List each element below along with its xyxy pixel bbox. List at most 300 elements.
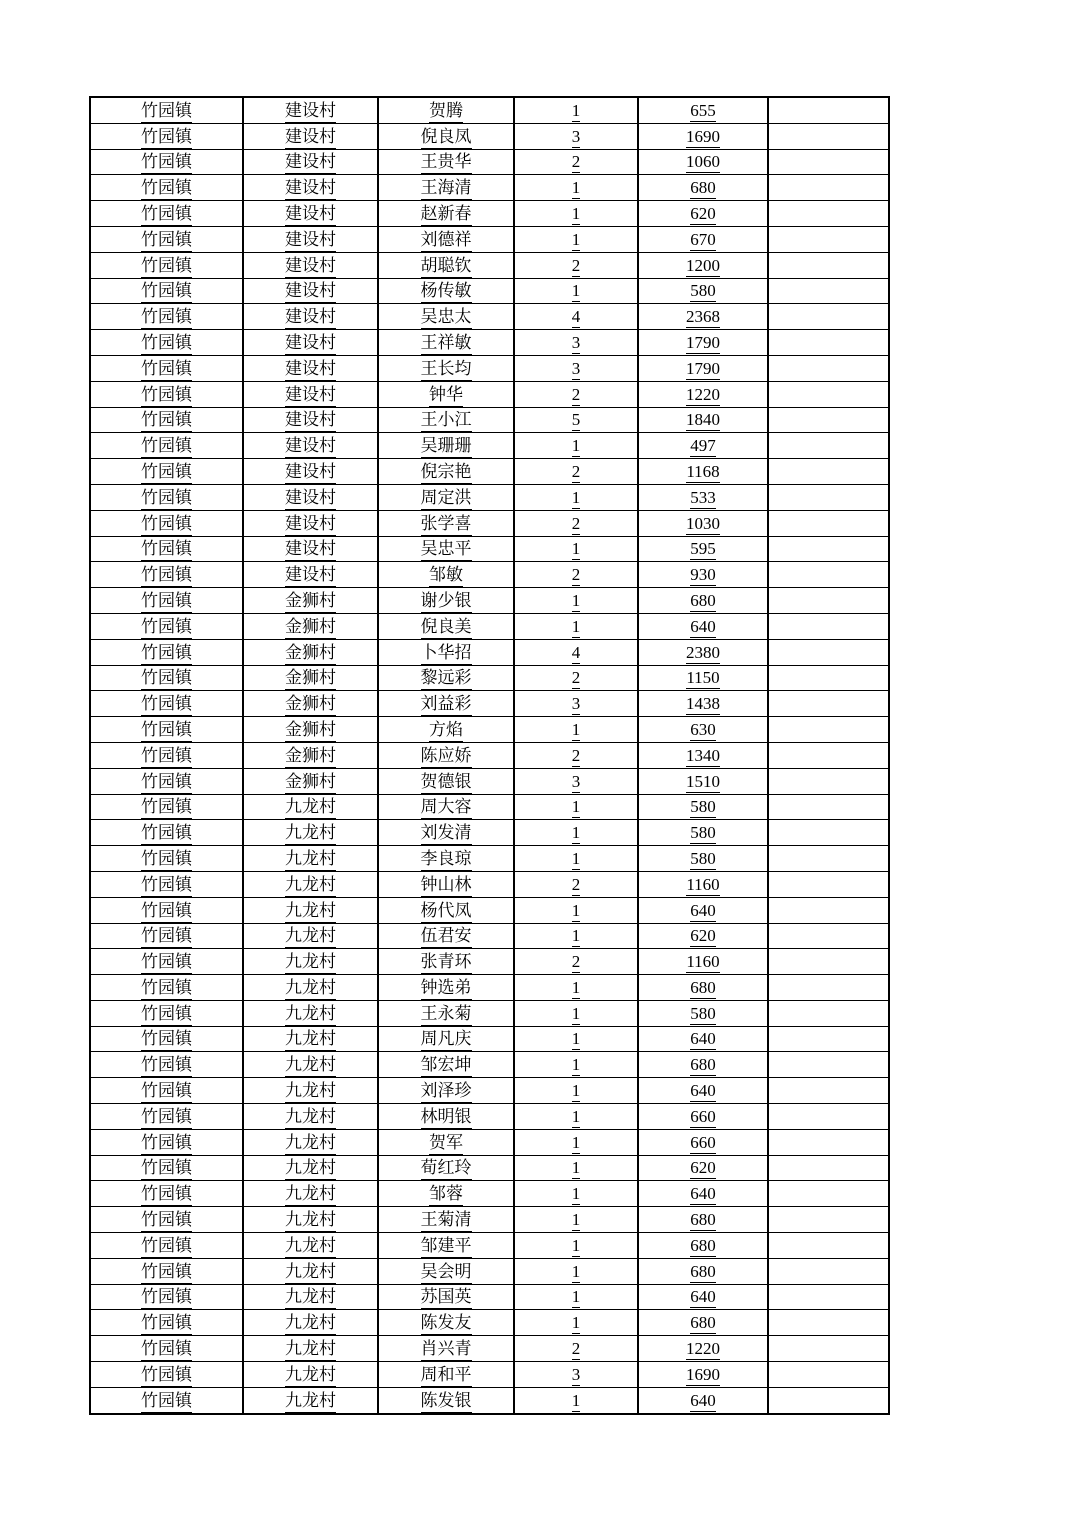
cell-count — [514, 562, 638, 588]
cell-note — [768, 794, 889, 820]
cell-count-text: 2 — [571, 461, 581, 481]
cell-note — [768, 1258, 889, 1284]
cell-town — [90, 639, 243, 665]
cell-name-text: 伍君安 — [420, 926, 472, 947]
cell-note — [768, 975, 889, 1001]
cell-amount — [638, 304, 768, 330]
cell-name — [378, 381, 514, 407]
cell-count — [514, 433, 638, 459]
cell-town-text: 竹园镇 — [141, 436, 192, 457]
cell-note — [768, 1207, 889, 1233]
cell-name — [378, 742, 514, 768]
cell-note — [768, 304, 889, 330]
cell-name-text: 杨代凤 — [420, 900, 472, 921]
cell-count-text: 1 — [571, 616, 581, 636]
table-row — [90, 278, 889, 304]
cell-name — [378, 149, 514, 175]
cell-amount — [638, 1336, 768, 1362]
cell-count-text: 1 — [571, 1081, 581, 1101]
cell-town — [90, 510, 243, 536]
cell-village-text: 九龙村 — [285, 1364, 336, 1385]
cell-name-text: 王小江 — [420, 410, 472, 431]
cell-village-text: 九龙村 — [285, 900, 336, 921]
cell-count-text: 1 — [571, 719, 581, 739]
cell-amount — [638, 459, 768, 485]
cell-town-text: 竹园镇 — [141, 229, 192, 250]
table-row — [90, 1207, 889, 1233]
cell-village-text: 九龙村 — [285, 1184, 336, 1205]
cell-village — [243, 149, 378, 175]
cell-village-text: 金狮村 — [285, 590, 336, 611]
cell-name-text: 王贵华 — [420, 152, 472, 173]
table-row — [90, 510, 889, 536]
cell-village-text: 九龙村 — [285, 1339, 336, 1360]
cell-name-text: 吴忠太 — [420, 307, 472, 328]
cell-town — [90, 768, 243, 794]
cell-amount-text: 655 — [690, 100, 716, 120]
table-row — [90, 871, 889, 897]
cell-note — [768, 1362, 889, 1388]
cell-name-text: 刘发清 — [420, 823, 472, 844]
cell-name-text: 倪宗艳 — [420, 461, 472, 482]
cell-amount — [638, 768, 768, 794]
table-row — [90, 1181, 889, 1207]
cell-town — [90, 484, 243, 510]
cell-name-text: 钟山林 — [420, 874, 472, 895]
table-row — [90, 201, 889, 227]
cell-town-text: 竹园镇 — [141, 513, 192, 534]
cell-amount-text: 680 — [690, 977, 716, 997]
cell-count-text: 1 — [571, 1003, 581, 1023]
cell-village — [243, 407, 378, 433]
cell-count — [514, 923, 638, 949]
table-row — [90, 949, 889, 975]
cell-count-text: 1 — [571, 1132, 581, 1152]
cell-name — [378, 1207, 514, 1233]
cell-count — [514, 897, 638, 923]
table-row — [90, 1155, 889, 1181]
cell-amount — [638, 1181, 768, 1207]
cell-village — [243, 252, 378, 278]
cell-village — [243, 949, 378, 975]
cell-village — [243, 1078, 378, 1104]
cell-count-text: 3 — [571, 771, 581, 791]
cell-amount-text: 580 — [690, 797, 716, 817]
cell-name-text: 胡聪钦 — [420, 255, 472, 276]
cell-count — [514, 1387, 638, 1413]
cell-village — [243, 304, 378, 330]
cell-town — [90, 820, 243, 846]
cell-town — [90, 459, 243, 485]
cell-village — [243, 226, 378, 252]
cell-amount — [638, 794, 768, 820]
cell-count-text: 1 — [571, 436, 581, 456]
cell-town-text: 竹园镇 — [141, 977, 192, 998]
cell-town — [90, 304, 243, 330]
cell-count-text: 2 — [571, 152, 581, 172]
cell-amount — [638, 923, 768, 949]
cell-village — [243, 1258, 378, 1284]
cell-note — [768, 355, 889, 381]
cell-name — [378, 613, 514, 639]
cell-village — [243, 484, 378, 510]
table-row — [90, 717, 889, 743]
cell-village-text: 九龙村 — [285, 1003, 336, 1024]
cell-village — [243, 562, 378, 588]
cell-village — [243, 330, 378, 356]
cell-note — [768, 149, 889, 175]
cell-village — [243, 1155, 378, 1181]
cell-amount — [638, 1310, 768, 1336]
cell-note — [768, 1310, 889, 1336]
cell-village-text: 金狮村 — [285, 719, 336, 740]
cell-amount-text: 1150 — [686, 668, 720, 688]
cell-name-text: 卜华招 — [420, 642, 472, 663]
cell-amount-text: 680 — [690, 1055, 716, 1075]
table-row — [90, 1362, 889, 1388]
cell-name-text: 刘益彩 — [420, 694, 472, 715]
cell-amount — [638, 226, 768, 252]
cell-village-text: 九龙村 — [285, 1029, 336, 1050]
cell-village-text: 九龙村 — [285, 1235, 336, 1256]
cell-count-text: 2 — [571, 745, 581, 765]
cell-amount — [638, 562, 768, 588]
cell-amount — [638, 742, 768, 768]
cell-amount — [638, 717, 768, 743]
table-row — [90, 820, 889, 846]
cell-name-text: 周定洪 — [420, 487, 472, 508]
cell-amount — [638, 536, 768, 562]
cell-village-text: 金狮村 — [285, 616, 336, 637]
cell-village — [243, 691, 378, 717]
cell-name-text: 王长均 — [420, 358, 472, 379]
cell-village — [243, 794, 378, 820]
cell-village — [243, 897, 378, 923]
cell-count — [514, 278, 638, 304]
cell-note — [768, 536, 889, 562]
cell-town — [90, 226, 243, 252]
cell-name-text: 肖兴青 — [420, 1339, 472, 1360]
cell-name — [378, 871, 514, 897]
cell-town — [90, 175, 243, 201]
cell-amount — [638, 175, 768, 201]
cell-village — [243, 1362, 378, 1388]
cell-count-text: 1 — [571, 797, 581, 817]
cell-name-text: 方焰 — [429, 719, 463, 740]
cell-amount — [638, 1104, 768, 1130]
cell-note — [768, 897, 889, 923]
cell-name — [378, 97, 514, 123]
cell-count — [514, 1362, 638, 1388]
cell-note — [768, 717, 889, 743]
cell-amount — [638, 588, 768, 614]
cell-village-text: 建设村 — [285, 229, 336, 250]
cell-note — [768, 613, 889, 639]
cell-amount-text: 640 — [690, 1029, 716, 1049]
cell-town-text: 竹园镇 — [141, 848, 192, 869]
cell-count-text: 1 — [571, 823, 581, 843]
cell-amount-text: 680 — [690, 1261, 716, 1281]
cell-name — [378, 1336, 514, 1362]
cell-amount-text: 1060 — [686, 152, 720, 172]
cell-village-text: 金狮村 — [285, 771, 336, 792]
table-row — [90, 330, 889, 356]
cell-name — [378, 1000, 514, 1026]
cell-town — [90, 1387, 243, 1413]
cell-count — [514, 691, 638, 717]
cell-amount — [638, 484, 768, 510]
cell-count-text: 1 — [571, 487, 581, 507]
cell-name — [378, 510, 514, 536]
cell-town — [90, 123, 243, 149]
cell-name — [378, 484, 514, 510]
cell-amount-text: 680 — [690, 178, 716, 198]
cell-name — [378, 665, 514, 691]
cell-note — [768, 381, 889, 407]
cell-count — [514, 97, 638, 123]
cell-name-text: 张学喜 — [420, 513, 472, 534]
cell-town-text: 竹园镇 — [141, 487, 192, 508]
cell-amount-text: 595 — [690, 539, 716, 559]
cell-town-text: 竹园镇 — [141, 668, 192, 689]
cell-amount-text: 1340 — [686, 745, 720, 765]
table-row — [90, 1233, 889, 1259]
cell-town — [90, 1207, 243, 1233]
cell-count-text: 3 — [571, 1364, 581, 1384]
cell-town — [90, 1336, 243, 1362]
cell-amount — [638, 975, 768, 1001]
cell-amount — [638, 1258, 768, 1284]
cell-amount-text: 1168 — [686, 461, 720, 481]
cell-amount-text: 660 — [690, 1106, 716, 1126]
cell-amount — [638, 613, 768, 639]
cell-note — [768, 871, 889, 897]
cell-name — [378, 949, 514, 975]
cell-village — [243, 459, 378, 485]
cell-name-text: 吴会明 — [420, 1261, 472, 1282]
cell-amount — [638, 1233, 768, 1259]
cell-town-text: 竹园镇 — [141, 797, 192, 818]
table-body — [90, 97, 889, 1414]
cell-village — [243, 1026, 378, 1052]
cell-amount — [638, 820, 768, 846]
cell-count — [514, 1155, 638, 1181]
table-row — [90, 484, 889, 510]
table-row — [90, 407, 889, 433]
cell-name — [378, 226, 514, 252]
cell-count — [514, 1026, 638, 1052]
cell-town-text: 竹园镇 — [141, 178, 192, 199]
cell-name-text: 邹建平 — [420, 1235, 472, 1256]
table-row — [90, 768, 889, 794]
cell-town-text: 竹园镇 — [141, 616, 192, 637]
cell-count-text: 1 — [571, 229, 581, 249]
cell-name — [378, 1052, 514, 1078]
cell-count — [514, 510, 638, 536]
cell-note — [768, 433, 889, 459]
cell-name — [378, 1078, 514, 1104]
cell-village-text: 九龙村 — [285, 1313, 336, 1334]
cell-village — [243, 1233, 378, 1259]
cell-count — [514, 407, 638, 433]
table-row — [90, 433, 889, 459]
cell-name-text: 钟选弟 — [420, 977, 472, 998]
cell-village — [243, 1052, 378, 1078]
cell-name-text: 苏国英 — [420, 1287, 472, 1308]
cell-count-text: 1 — [571, 1261, 581, 1281]
cell-amount-text: 580 — [690, 848, 716, 868]
cell-count — [514, 742, 638, 768]
cell-amount-text: 620 — [690, 203, 716, 223]
cell-count — [514, 330, 638, 356]
cell-village — [243, 123, 378, 149]
cell-count — [514, 1258, 638, 1284]
cell-count — [514, 1181, 638, 1207]
cell-amount — [638, 330, 768, 356]
cell-count-text: 3 — [571, 126, 581, 146]
cell-count-text: 3 — [571, 332, 581, 352]
cell-count-text: 3 — [571, 358, 581, 378]
cell-count — [514, 846, 638, 872]
cell-village-text: 九龙村 — [285, 1106, 336, 1127]
cell-village — [243, 742, 378, 768]
cell-town-text: 竹园镇 — [141, 694, 192, 715]
cell-name — [378, 459, 514, 485]
cell-village-text: 九龙村 — [285, 952, 336, 973]
cell-name-text: 林明银 — [420, 1106, 472, 1127]
cell-name-text: 张青环 — [420, 952, 472, 973]
cell-village-text: 九龙村 — [285, 874, 336, 895]
cell-village — [243, 923, 378, 949]
table-row — [90, 355, 889, 381]
cell-village — [243, 1336, 378, 1362]
cell-count-text: 2 — [571, 565, 581, 585]
cell-town-text: 竹园镇 — [141, 1158, 192, 1179]
cell-note — [768, 665, 889, 691]
cell-name — [378, 1026, 514, 1052]
cell-amount-text: 1220 — [686, 1339, 720, 1359]
cell-name — [378, 923, 514, 949]
cell-note — [768, 768, 889, 794]
cell-amount — [638, 355, 768, 381]
cell-amount-text: 580 — [690, 823, 716, 843]
cell-village — [243, 1181, 378, 1207]
cell-town-text: 竹园镇 — [141, 1313, 192, 1334]
cell-name-text: 荀红玲 — [420, 1158, 472, 1179]
cell-count-text: 4 — [571, 307, 581, 327]
cell-town-text: 竹园镇 — [141, 203, 192, 224]
cell-note — [768, 562, 889, 588]
cell-town-text: 竹园镇 — [141, 1235, 192, 1256]
cell-amount — [638, 1207, 768, 1233]
cell-amount — [638, 1387, 768, 1413]
cell-count — [514, 1310, 638, 1336]
cell-note — [768, 407, 889, 433]
cell-note — [768, 846, 889, 872]
cell-village-text: 金狮村 — [285, 694, 336, 715]
cell-village-text: 建设村 — [285, 178, 336, 199]
cell-amount-text: 1200 — [686, 255, 720, 275]
table-row — [90, 97, 889, 123]
cell-note — [768, 484, 889, 510]
cell-amount-text: 1438 — [686, 694, 720, 714]
cell-count — [514, 1336, 638, 1362]
cell-count — [514, 871, 638, 897]
table-row — [90, 1129, 889, 1155]
cell-amount-text: 680 — [690, 1210, 716, 1230]
cell-count — [514, 175, 638, 201]
cell-town-text: 竹园镇 — [141, 307, 192, 328]
cell-town-text: 竹园镇 — [141, 1003, 192, 1024]
cell-count — [514, 226, 638, 252]
cell-town — [90, 1310, 243, 1336]
cell-amount-text: 660 — [690, 1132, 716, 1152]
cell-town — [90, 407, 243, 433]
cell-village-text: 九龙村 — [285, 848, 336, 869]
cell-amount — [638, 1078, 768, 1104]
cell-village — [243, 1129, 378, 1155]
table-row — [90, 1078, 889, 1104]
cell-village-text: 九龙村 — [285, 797, 336, 818]
cell-amount — [638, 691, 768, 717]
cell-town — [90, 665, 243, 691]
cell-note — [768, 639, 889, 665]
cell-town — [90, 1233, 243, 1259]
cell-note — [768, 1336, 889, 1362]
cell-amount — [638, 201, 768, 227]
cell-count-text: 2 — [571, 668, 581, 688]
cell-amount-text: 1220 — [686, 384, 720, 404]
cell-village-text: 九龙村 — [285, 1055, 336, 1076]
cell-count-text: 1 — [571, 203, 581, 223]
cell-count — [514, 975, 638, 1001]
table-row — [90, 1104, 889, 1130]
cell-count — [514, 588, 638, 614]
cell-village — [243, 871, 378, 897]
cell-amount — [638, 123, 768, 149]
cell-name-text: 邹宏坤 — [420, 1055, 472, 1076]
cell-town-text: 竹园镇 — [141, 461, 192, 482]
cell-town-text: 竹园镇 — [141, 384, 192, 405]
cell-name — [378, 330, 514, 356]
cell-count-text: 4 — [571, 642, 581, 662]
cell-town — [90, 330, 243, 356]
cell-note — [768, 1233, 889, 1259]
cell-town — [90, 562, 243, 588]
cell-name-text: 陈发友 — [420, 1313, 472, 1334]
table-row — [90, 459, 889, 485]
cell-village — [243, 536, 378, 562]
table-row — [90, 1052, 889, 1078]
cell-name — [378, 433, 514, 459]
cell-amount-text: 640 — [690, 1287, 716, 1307]
cell-amount-text: 580 — [690, 281, 716, 301]
table-row — [90, 1000, 889, 1026]
cell-village-text: 建设村 — [285, 436, 336, 457]
cell-village — [243, 665, 378, 691]
table-row — [90, 846, 889, 872]
cell-village-text: 建设村 — [285, 152, 336, 173]
cell-town — [90, 1026, 243, 1052]
cell-town — [90, 1000, 243, 1026]
cell-name-text: 钟华 — [429, 384, 463, 405]
cell-amount-text: 680 — [690, 1235, 716, 1255]
cell-name — [378, 588, 514, 614]
cell-village-text: 建设村 — [285, 126, 336, 147]
cell-name — [378, 1284, 514, 1310]
cell-town — [90, 1104, 243, 1130]
cell-village-text: 建设村 — [285, 487, 336, 508]
